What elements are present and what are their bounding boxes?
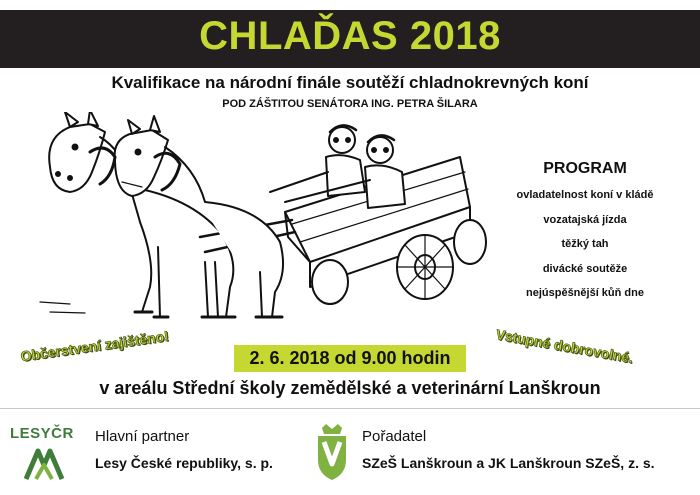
program-item: divácké soutěže [542, 262, 628, 275]
organizer-name: SZeŠ Lanškroun a JK Lanškroun SZeŠ, z. s. [362, 455, 655, 471]
admission-slogan: Vstupné dobrovolné. [494, 326, 635, 366]
program-item: vozatajská jízda [543, 213, 627, 226]
lesy-cr-logo [10, 425, 82, 485]
patron-line: POD ZÁŠTITOU SENÁTORA ING. PETRA ŠILARA [222, 98, 478, 110]
program-heading: PROGRAM [543, 160, 627, 177]
event-subtitle: Kvalifikace na národní finále soutěží chladnokrevných koní [111, 73, 589, 92]
program-item: ovladatelnost koní v kládě [516, 189, 654, 201]
program-list [495, 188, 675, 311]
horse-wagon-illustration [30, 112, 490, 327]
page-title: CHLAĎAS 2018 [199, 14, 501, 58]
partner-label: Hlavní partner [95, 428, 190, 445]
program-item: těžký tah [561, 238, 609, 250]
program-item: nejúspěšnější kůň dne [526, 287, 644, 299]
lesy-logo-text: LESYČR [10, 425, 74, 442]
school-crest-icon [312, 422, 352, 482]
footer-divider [0, 408, 700, 409]
refreshments-slogan: Občerstvení zajištěno! [19, 327, 170, 365]
lesy-tree-icon [24, 447, 68, 481]
partner-name: Lesy České republiky, s. p. [95, 455, 273, 471]
event-date: 2. 6. 2018 od 9.00 hodin [234, 345, 466, 372]
organizer-label: Pořadatel [362, 428, 427, 445]
event-venue: v areálu Střední školy zemědělské a veterinární Lanškroun [99, 378, 601, 398]
